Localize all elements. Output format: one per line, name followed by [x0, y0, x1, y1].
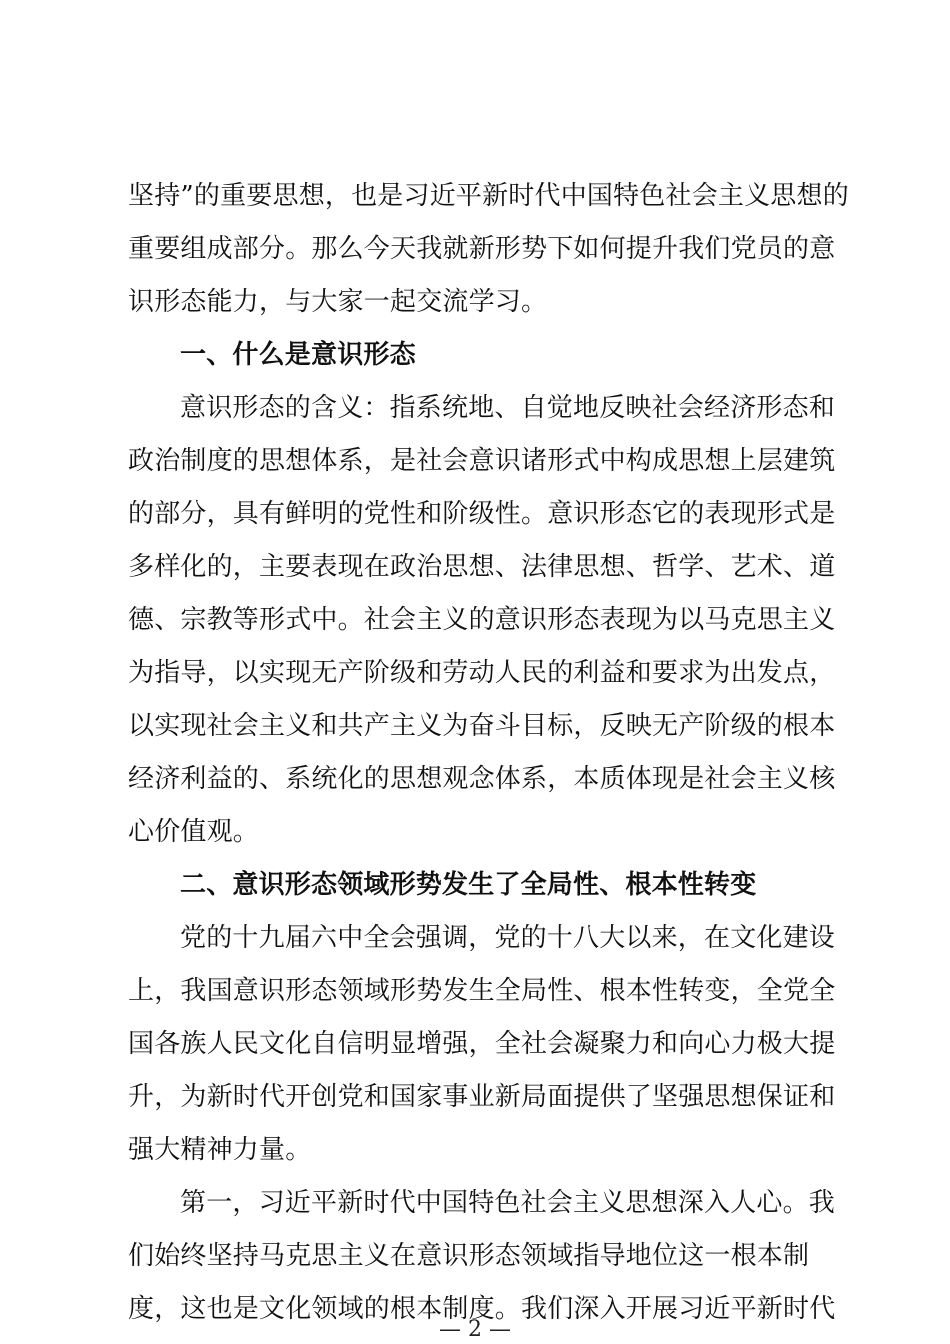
- text-line: 经济利益的、系统化的思想观念体系，本质体现是社会主义核: [128, 764, 836, 794]
- text-line: 多样化的，主要表现在政治思想、法律思想、哲学、艺术、道: [128, 552, 836, 582]
- text-line: 重要组成部分。那么今天我就新形势下如何提升我们党员的意: [128, 234, 836, 264]
- text-line: 识形态能力，与大家一起交流学习。: [128, 287, 548, 317]
- text-line: 第一，习近平新时代中国特色社会主义思想深入人心。我: [180, 1188, 836, 1218]
- text-line: 度，这也是文化领域的根本制度。我们深入开展习近平新时代: [128, 1294, 836, 1324]
- text-line: 以实现社会主义和共产主义为奋斗目标，反映无产阶级的根本: [128, 711, 836, 741]
- text-line: 升，为新时代开创党和国家事业新局面提供了坚强思想保证和: [128, 1082, 836, 1112]
- text-line: 强大精神力量。: [128, 1135, 312, 1165]
- text-line: 坚持”的重要思想，也是习近平新时代中国特色社会主义思想的: [128, 181, 849, 211]
- text-line: 党的十九届六中全会强调，党的十八大以来，在文化建设: [180, 923, 836, 953]
- section-heading-1: 一、什么是意识形态: [180, 340, 416, 370]
- page-number: — 2 —: [439, 1317, 511, 1342]
- text-line: 德、宗教等形式中。社会主义的意识形态表现为以马克思主义: [128, 605, 836, 635]
- text-line: 为指导，以实现无产阶级和劳动人民的利益和要求为出发点，: [128, 658, 836, 688]
- text-line: 心价值观。: [128, 817, 260, 847]
- text-line: 国各族人民文化自信明显增强，全社会凝聚力和向心力极大提: [128, 1029, 836, 1059]
- text-line: 意识形态的含义：指系统地、自觉地反映社会经济形态和: [180, 393, 836, 423]
- text-line: 的部分，具有鲜明的党性和阶级性。意识形态它的表现形式是: [128, 499, 836, 529]
- document-body: [128, 170, 849, 1336]
- text-line: 们始终坚持马克思主义在意识形态领域指导地位这一根本制: [128, 1241, 810, 1271]
- text-line: 上，我国意识形态领域形势发生全局性、根本性转变，全党全: [128, 976, 836, 1006]
- text-line: 政治制度的思想体系，是社会意识诸形式中构成思想上层建筑: [128, 446, 836, 476]
- section-heading-2: 二、意识形态领域形势发生了全局性、根本性转变: [180, 870, 757, 900]
